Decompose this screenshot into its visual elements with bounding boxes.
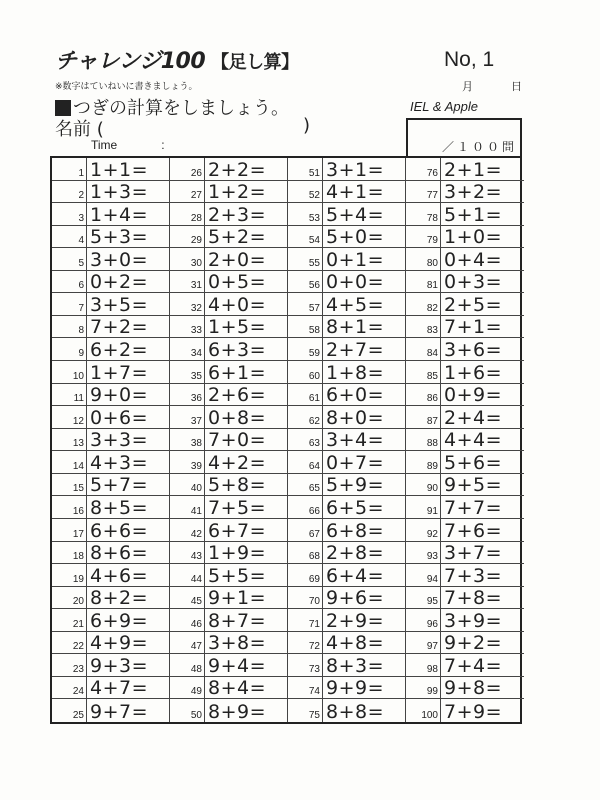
time-label: Time	[91, 138, 118, 152]
problem-expression[interactable]: 6+4=	[323, 564, 406, 587]
problem-expression[interactable]: 7+5=	[205, 496, 288, 519]
problem-expression[interactable]: 0+8=	[205, 406, 288, 429]
problem-expression[interactable]: 4+2=	[205, 451, 288, 474]
problem-number: 62	[288, 406, 323, 429]
problem-expression[interactable]: 3+2=	[441, 181, 524, 204]
score-total: ／１００問	[441, 140, 517, 154]
problem-number: 11	[52, 384, 87, 407]
name-close-paren: )	[303, 115, 311, 136]
problem-expression[interactable]: 5+0=	[323, 226, 406, 249]
problem-number: 9	[52, 338, 87, 361]
problem-number: 14	[52, 451, 87, 474]
problem-expression[interactable]: 6+3=	[205, 338, 288, 361]
problem-expression[interactable]: 2+7=	[323, 338, 406, 361]
problem-expression[interactable]: 7+2=	[87, 316, 170, 339]
problem-expression[interactable]: 4+6=	[87, 564, 170, 587]
problem-number: 16	[52, 496, 87, 519]
problem-expression[interactable]: 0+4=	[441, 248, 524, 271]
problem-number: 5	[52, 248, 87, 271]
problem-expression[interactable]: 3+4=	[323, 429, 406, 452]
problem-expression[interactable]: 3+1=	[323, 158, 406, 181]
problem-expression[interactable]: 5+3=	[87, 226, 170, 249]
problem-expression[interactable]: 3+9=	[441, 609, 524, 632]
problem-expression[interactable]: 1+9=	[205, 542, 288, 565]
problem-number: 80	[406, 248, 441, 271]
problem-number: 96	[406, 609, 441, 632]
problem-expression[interactable]: 5+5=	[205, 564, 288, 587]
problem-expression[interactable]: 6+9=	[87, 609, 170, 632]
problem-expression[interactable]: 0+3=	[441, 271, 524, 294]
problem-number: 78	[406, 203, 441, 226]
problem-number: 44	[170, 564, 205, 587]
instruction-text: つぎの計算をしましょう。	[73, 98, 289, 119]
problem-number: 76	[406, 158, 441, 181]
problem-expression[interactable]: 7+3=	[441, 564, 524, 587]
problem-number: 36	[170, 384, 205, 407]
problem-number: 27	[170, 181, 205, 204]
problem-number: 37	[170, 406, 205, 429]
problem-expression[interactable]: 9+3=	[87, 654, 170, 677]
problem-number: 58	[288, 316, 323, 339]
problem-number: 34	[170, 338, 205, 361]
problem-expression[interactable]: 8+4=	[205, 677, 288, 700]
problem-expression[interactable]: 4+3=	[87, 451, 170, 474]
problem-number: 88	[406, 429, 441, 452]
problem-expression[interactable]: 1+2=	[205, 181, 288, 204]
problem-number: 82	[406, 293, 441, 316]
problem-expression[interactable]: 6+7=	[205, 519, 288, 542]
worksheet-number: No, 1	[444, 48, 495, 71]
problem-number: 32	[170, 293, 205, 316]
problem-number: 20	[52, 587, 87, 610]
problem-expression[interactable]: 1+3=	[87, 181, 170, 204]
problem-number: 50	[170, 699, 205, 722]
problem-number: 17	[52, 519, 87, 542]
problem-expression[interactable]: 9+7=	[87, 699, 170, 722]
problem-number: 54	[288, 226, 323, 249]
problem-number: 95	[406, 587, 441, 610]
problem-number: 59	[288, 338, 323, 361]
problem-number: 66	[288, 496, 323, 519]
name-label: 名前 (	[55, 119, 104, 140]
problem-number: 39	[170, 451, 205, 474]
problem-expression[interactable]: 9+9=	[323, 677, 406, 700]
problem-expression[interactable]: 4+4=	[441, 429, 524, 452]
problem-number: 48	[170, 654, 205, 677]
problem-number: 73	[288, 654, 323, 677]
problem-expression[interactable]: 6+5=	[323, 496, 406, 519]
problem-expression[interactable]: 6+0=	[323, 384, 406, 407]
time-field[interactable]	[91, 138, 165, 152]
problem-number: 38	[170, 429, 205, 452]
date-field[interactable]	[462, 78, 522, 94]
problem-expression[interactable]: 9+5=	[441, 474, 524, 497]
problem-expression[interactable]: 4+9=	[87, 632, 170, 655]
problem-expression[interactable]: 1+8=	[323, 361, 406, 384]
problem-expression[interactable]: 0+1=	[323, 248, 406, 271]
problem-expression[interactable]: 2+2=	[205, 158, 288, 181]
problem-expression[interactable]: 3+7=	[441, 542, 524, 565]
problem-number: 19	[52, 564, 87, 587]
problem-expression[interactable]: 5+1=	[441, 203, 524, 226]
problem-grid	[50, 156, 522, 724]
problem-number: 97	[406, 632, 441, 655]
problem-expression[interactable]: 5+2=	[205, 226, 288, 249]
problem-number: 23	[52, 654, 87, 677]
problem-number: 3	[52, 203, 87, 226]
problem-number: 69	[288, 564, 323, 587]
problem-number: 13	[52, 429, 87, 452]
problem-expression[interactable]: 1+7=	[87, 361, 170, 384]
problem-number: 77	[406, 181, 441, 204]
problem-number: 31	[170, 271, 205, 294]
problem-expression[interactable]: 6+8=	[323, 519, 406, 542]
problem-expression[interactable]: 0+2=	[87, 271, 170, 294]
problem-number: 18	[52, 542, 87, 565]
problem-number: 52	[288, 181, 323, 204]
problem-number: 6	[52, 271, 87, 294]
problem-expression[interactable]: 1+5=	[205, 316, 288, 339]
problem-expression[interactable]: 4+0=	[205, 293, 288, 316]
problem-number: 60	[288, 361, 323, 384]
problem-expression[interactable]: 0+5=	[205, 271, 288, 294]
problem-expression[interactable]: 2+3=	[205, 203, 288, 226]
problem-number: 49	[170, 677, 205, 700]
problem-expression[interactable]: 4+5=	[323, 293, 406, 316]
problem-number: 45	[170, 587, 205, 610]
problem-expression[interactable]: 3+5=	[87, 293, 170, 316]
problem-number: 61	[288, 384, 323, 407]
problem-number: 25	[52, 699, 87, 722]
problem-number: 28	[170, 203, 205, 226]
problem-number: 83	[406, 316, 441, 339]
problem-number: 87	[406, 406, 441, 429]
problem-number: 4	[52, 226, 87, 249]
score-box[interactable]	[406, 118, 522, 156]
problem-number: 79	[406, 226, 441, 249]
problem-number: 94	[406, 564, 441, 587]
problem-number: 84	[406, 338, 441, 361]
problem-expression[interactable]: 1+1=	[87, 158, 170, 181]
problem-expression[interactable]: 0+0=	[323, 271, 406, 294]
problem-number: 55	[288, 248, 323, 271]
problem-number: 21	[52, 609, 87, 632]
problem-expression[interactable]: 5+7=	[87, 474, 170, 497]
problem-expression[interactable]: 3+3=	[87, 429, 170, 452]
problem-number: 63	[288, 429, 323, 452]
problem-expression[interactable]: 5+6=	[441, 451, 524, 474]
time-colon: :	[161, 138, 165, 152]
problem-expression[interactable]: 8+2=	[87, 587, 170, 610]
problem-expression[interactable]: 1+4=	[87, 203, 170, 226]
problem-expression[interactable]: 8+5=	[87, 496, 170, 519]
problem-expression[interactable]: 2+5=	[441, 293, 524, 316]
problem-expression[interactable]: 1+6=	[441, 361, 524, 384]
problem-expression[interactable]: 7+8=	[441, 587, 524, 610]
problem-number: 68	[288, 542, 323, 565]
problem-expression[interactable]: 8+7=	[205, 609, 288, 632]
problem-expression[interactable]: 0+7=	[323, 451, 406, 474]
worksheet-title	[55, 44, 299, 75]
problem-expression[interactable]: 0+6=	[87, 406, 170, 429]
problem-expression[interactable]: 6+6=	[87, 519, 170, 542]
problem-number: 8	[52, 316, 87, 339]
problem-expression[interactable]: 3+0=	[87, 248, 170, 271]
problem-expression[interactable]: 8+3=	[323, 654, 406, 677]
problem-expression[interactable]: 9+6=	[323, 587, 406, 610]
problem-expression[interactable]: 7+7=	[441, 496, 524, 519]
problem-number: 64	[288, 451, 323, 474]
problem-number: 85	[406, 361, 441, 384]
problem-number: 75	[288, 699, 323, 722]
problem-expression[interactable]: 8+1=	[323, 316, 406, 339]
problem-number: 100	[406, 699, 441, 722]
problem-expression[interactable]: 4+8=	[323, 632, 406, 655]
problem-expression[interactable]: 5+8=	[205, 474, 288, 497]
problem-number: 98	[406, 654, 441, 677]
problem-expression[interactable]: 9+4=	[205, 654, 288, 677]
problem-number: 81	[406, 271, 441, 294]
problem-expression[interactable]: 7+4=	[441, 654, 524, 677]
problem-expression[interactable]: 6+1=	[205, 361, 288, 384]
brand-label: IEL & Apple	[410, 99, 478, 114]
problem-number: 74	[288, 677, 323, 700]
problem-expression[interactable]: 7+9=	[444, 700, 503, 722]
problem-expression[interactable]: 8+0=	[323, 406, 406, 429]
problem-expression[interactable]: 3+8=	[205, 632, 288, 655]
problem-expression[interactable]: 5+4=	[323, 203, 406, 226]
problem-number: 86	[406, 384, 441, 407]
problem-number: 47	[170, 632, 205, 655]
problem-expression[interactable]: 9+8=	[441, 677, 524, 700]
problem-number: 29	[170, 226, 205, 249]
problem-expression[interactable]: 8+9=	[205, 699, 288, 722]
problem-number: 71	[288, 609, 323, 632]
problem-number: 41	[170, 496, 205, 519]
problem-expression[interactable]: 7+1=	[441, 316, 524, 339]
problem-number: 35	[170, 361, 205, 384]
problem-number: 10	[52, 361, 87, 384]
problem-number: 2	[52, 181, 87, 204]
problem-expression[interactable]: 2+6=	[205, 384, 288, 407]
problem-number: 72	[288, 632, 323, 655]
problem-expression[interactable]: 7+6=	[441, 519, 524, 542]
problem-expression[interactable]: 2+0=	[205, 248, 288, 271]
problem-number: 90	[406, 474, 441, 497]
day-label: 日	[511, 80, 522, 93]
problem-number: 30	[170, 248, 205, 271]
problem-number: 43	[170, 542, 205, 565]
problem-number: 70	[288, 587, 323, 610]
title-subtitle: 【足し算】	[211, 52, 299, 73]
problem-expression[interactable]: 9+0=	[87, 384, 170, 407]
problem-number: 65	[288, 474, 323, 497]
problem-number: 26	[170, 158, 205, 181]
title-text: チャレンジ100	[55, 49, 206, 74]
problem-number: 33	[170, 316, 205, 339]
problem-number: 93	[406, 542, 441, 565]
problem-expression[interactable]: 8+8=	[323, 699, 406, 722]
problem-number: 57	[288, 293, 323, 316]
square-bullet-icon	[55, 100, 71, 116]
problem-expression[interactable]: 4+1=	[323, 181, 406, 204]
problem-number: 89	[406, 451, 441, 474]
problem-number: 51	[288, 158, 323, 181]
problem-expression[interactable]: 2+1=	[441, 158, 524, 181]
problem-expression[interactable]: 2+9=	[323, 609, 406, 632]
handwriting-note: ※数字はていねいに書きましょう。	[55, 82, 198, 92]
problem-expression[interactable]: 9+2=	[441, 632, 524, 655]
problem-expression[interactable]: 8+6=	[87, 542, 170, 565]
problem-number: 12	[52, 406, 87, 429]
problem-expression[interactable]: 2+4=	[441, 406, 524, 429]
problem-number: 67	[288, 519, 323, 542]
problem-number: 1	[52, 158, 87, 181]
problem-number: 92	[406, 519, 441, 542]
problem-expression[interactable]: 4+7=	[87, 677, 170, 700]
problem-expression[interactable]: 9+1=	[205, 587, 288, 610]
problem-expression[interactable]: 3+6=	[441, 338, 524, 361]
problem-expression[interactable]: 0+9=	[441, 384, 524, 407]
problem-number: 22	[52, 632, 87, 655]
problem-expression[interactable]: 6+2=	[87, 338, 170, 361]
problem-number: 24	[52, 677, 87, 700]
problem-number: 56	[288, 271, 323, 294]
problem-number: 46	[170, 609, 205, 632]
problem-expression[interactable]: 7+0=	[205, 429, 288, 452]
problem-expression[interactable]: 1+0=	[441, 226, 524, 249]
problem-number: 15	[52, 474, 87, 497]
month-label: 月	[462, 80, 473, 93]
problem-number: 91	[406, 496, 441, 519]
problem-number: 99	[406, 677, 441, 700]
problem-number: 40	[170, 474, 205, 497]
problem-expression[interactable]: 5+9=	[323, 474, 406, 497]
problem-expression[interactable]: 2+8=	[323, 542, 406, 565]
problem-number: 53	[288, 203, 323, 226]
problem-number: 42	[170, 519, 205, 542]
problem-number: 7	[52, 293, 87, 316]
